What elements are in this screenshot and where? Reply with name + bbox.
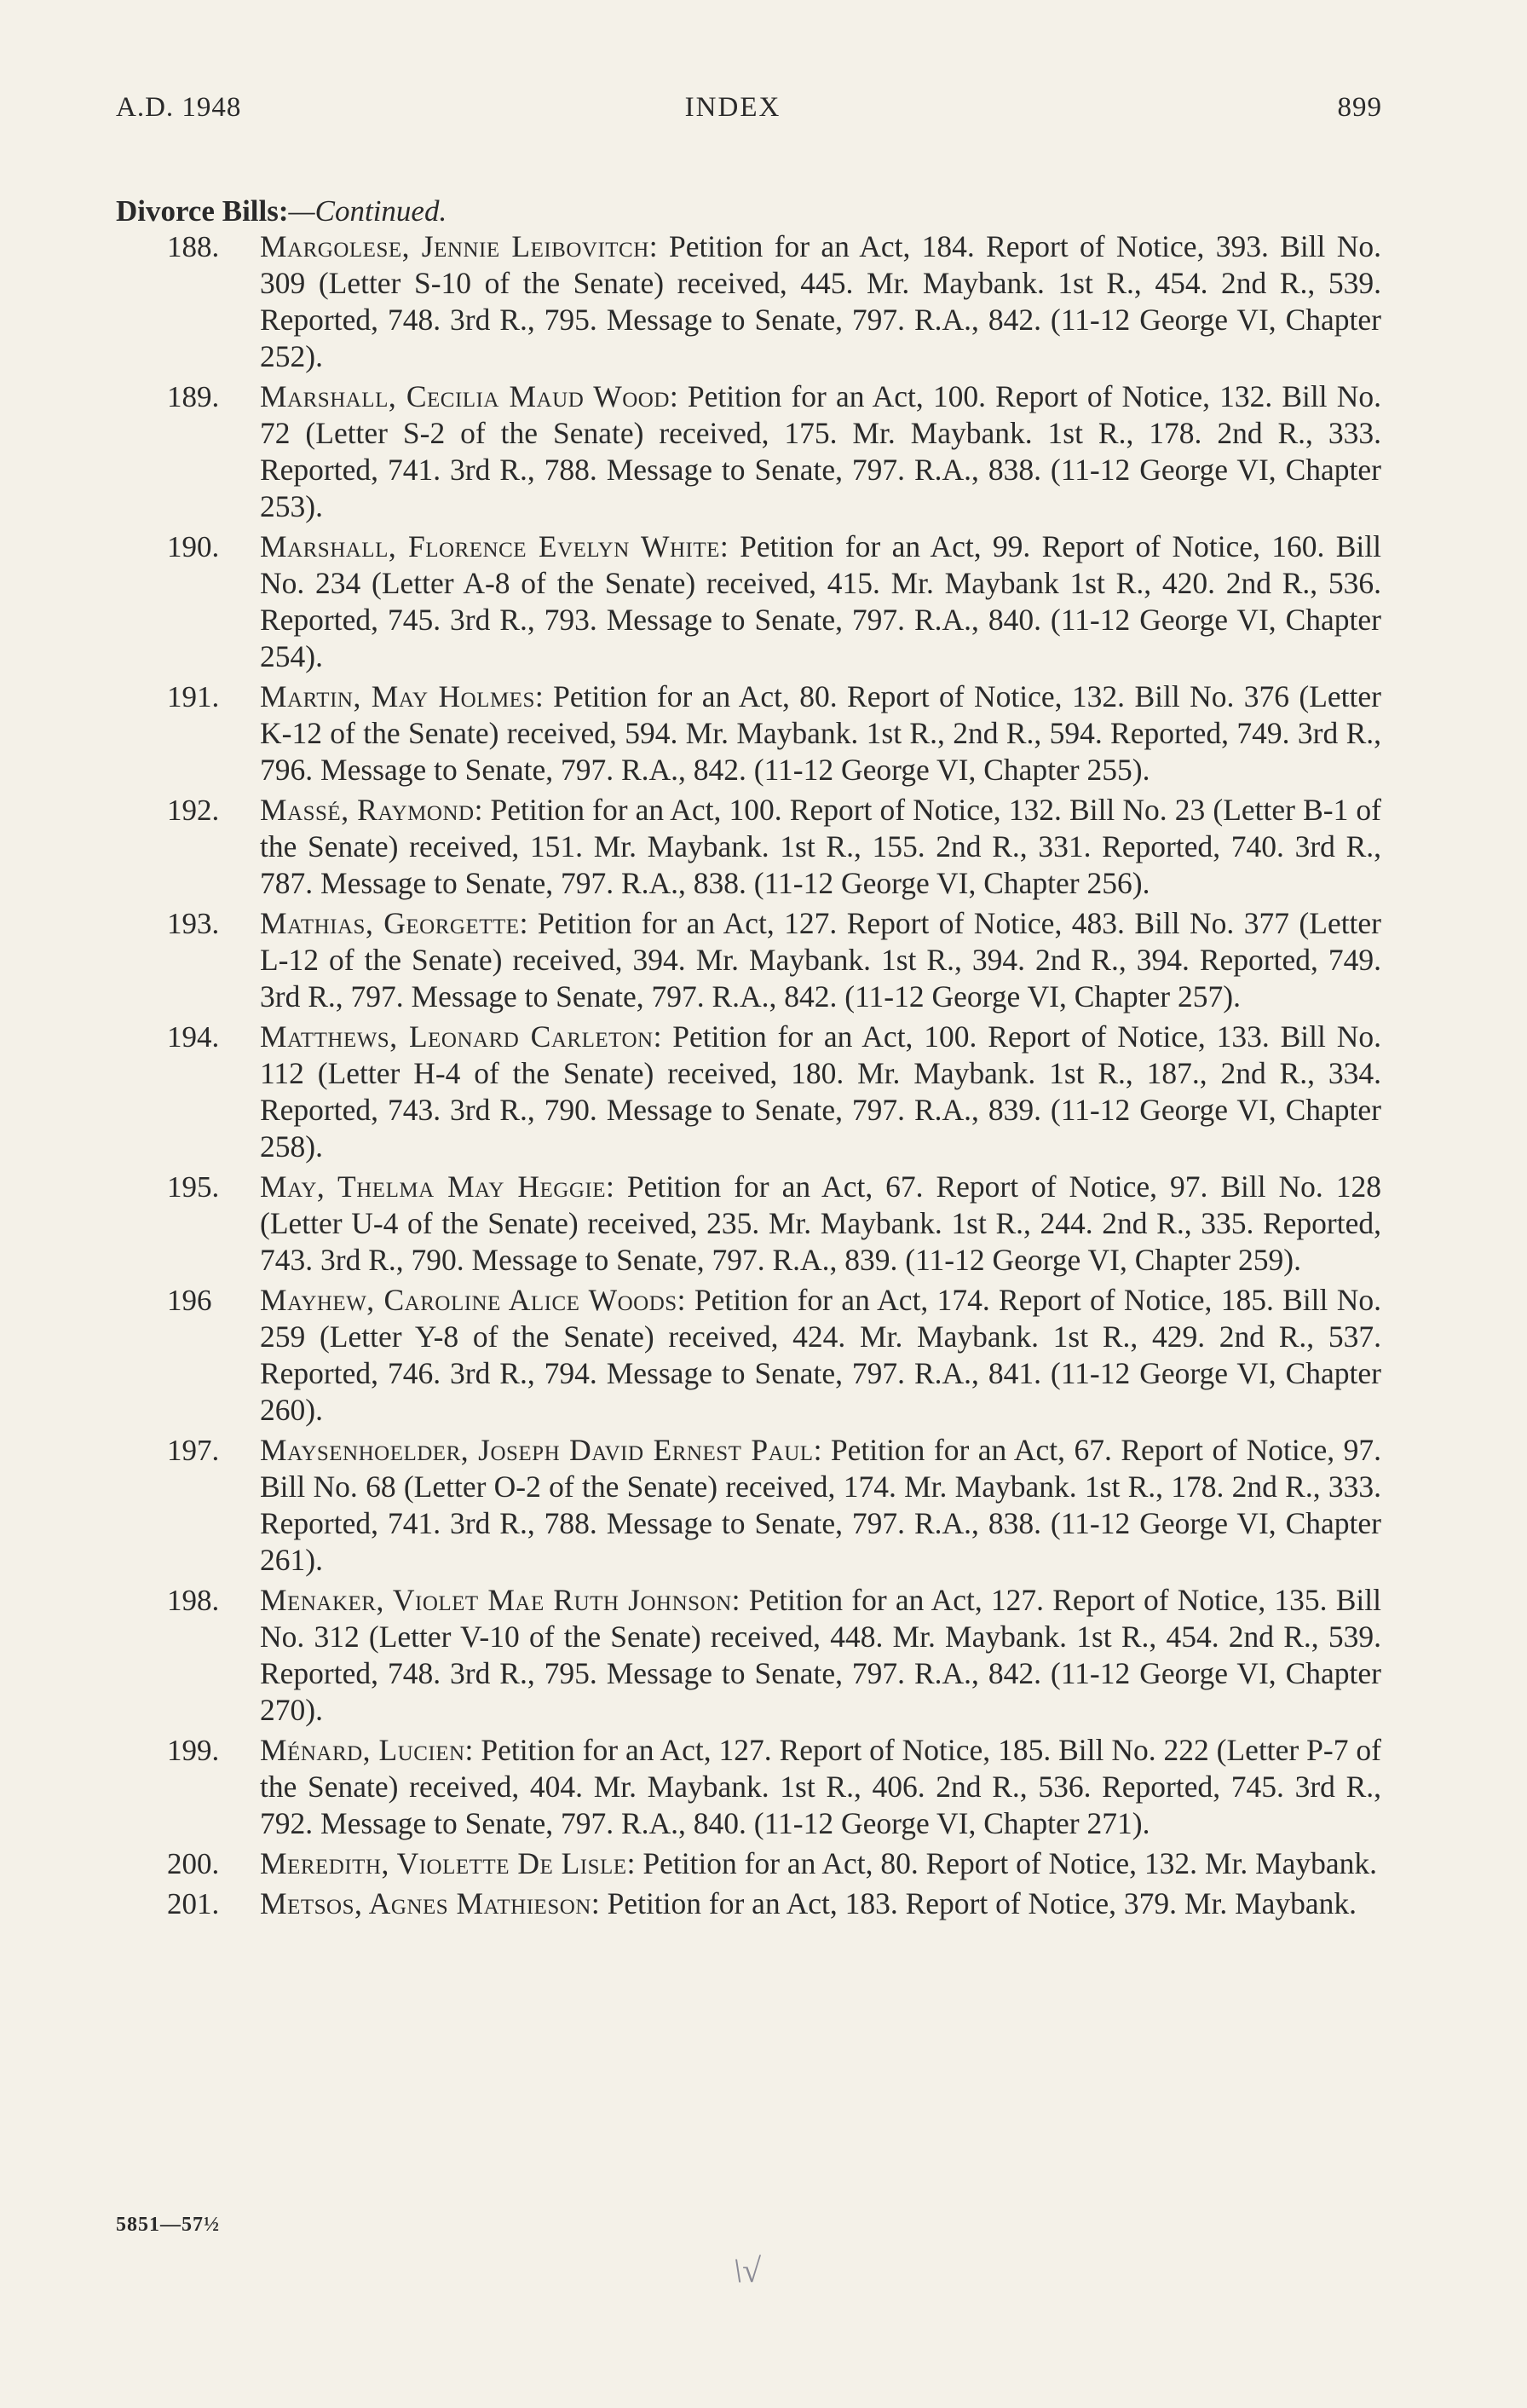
entry-number: 188. [167,230,220,263]
entry-number: 194. [167,1020,220,1054]
entry-text [260,378,1381,525]
entry-text [260,1582,1381,1729]
entry-name: Meredith, Violette De Lisle [260,1846,627,1880]
entry-name: Mayhew, Caroline Alice Woods [260,1283,677,1317]
entry-number: 195. [167,1170,220,1204]
index-entry [0,1885,1527,1922]
entry-name: May, Thelma May Heggie [260,1169,607,1204]
entry-details: : Petition for an Act, 99. Report of Notice, 160. Bill No. 234 (Letter A-8 of the Senate) received, 415. Mr. Maybank 1st R., 420. 2nd R., 536. Reported, 745. 3rd R., 793. Message to Senate, 797. R.A., 840. (11-12 George VI, Chapter 254). [260,529,1381,673]
entry-number: 201. [167,1887,220,1920]
index-entries [0,228,1527,1926]
section-heading [116,194,447,228]
index-entry [0,528,1527,675]
entry-number: 193. [167,907,220,940]
entry-details: : Petition for an Act, 80. Report of Notice, 132. Mr. Maybank. [626,1846,1378,1880]
page-number: 899 [1337,92,1382,123]
index-entry [0,378,1527,525]
entry-number: 198. [167,1584,220,1617]
entry-name: Metsos, Agnes Mathieson [260,1886,591,1920]
entry-details: : Petition for an Act, 80. Report of Notice, 132. Bill No. 376 (Letter K-12 of the Senate) received, 594. Mr. Maybank. 1st R., 2nd R., 594. Reported, 749. 3rd R., 796. Message to Senate, 797. R.A., 842. (11-12 George VI, Chapter 255). [260,679,1381,787]
entry-text [260,1885,1381,1922]
entry-number: 200. [167,1847,220,1880]
index-entry [0,1732,1527,1842]
entry-details: : Petition for an Act, 100. Report of Notice, 132. Bill No. 72 (Letter S-2 of the Senate) received, 175. Mr. Maybank. 1st R., 178. 2nd R., 333. Reported, 741. 3rd R., 788. Message to Senate, 797. R.A., 838. (11-12 George VI, Chapter 253). [260,379,1381,523]
entry-text [260,905,1381,1015]
section-title: Divorce Bills: [116,194,289,228]
entry-number: 190. [167,530,220,563]
entry-name: Mathias, Georgette [260,906,520,940]
entry-text [260,1432,1381,1579]
index-entry [0,905,1527,1015]
entry-number: 192. [167,794,220,827]
index-entry [0,1169,1527,1279]
entry-text [260,679,1381,788]
printer-code: 5851—57½ [116,2214,220,2236]
index-entry [0,792,1527,902]
index-entry [0,679,1527,788]
section-continued: —Continued. [288,194,447,228]
header-year: A.D. 1948 [116,92,242,123]
entry-text [260,1169,1381,1279]
entry-name: Menaker, Violet Mae Ruth Johnson [260,1583,732,1617]
handwritten-check-mark: \√ [733,2251,762,2290]
entry-number: 199. [167,1734,220,1767]
entry-name: Massé, Raymond [260,793,475,827]
entry-details: : Petition for an Act, 183. Report of Notice, 379. Mr. Maybank. [591,1886,1357,1920]
index-entry [0,1845,1527,1882]
entry-number: 196 [167,1284,212,1317]
index-entry [0,228,1527,375]
entry-text [260,528,1381,675]
entry-text [260,792,1381,902]
entry-name: Marshall, Cecilia Maud Wood [260,379,670,413]
entry-text [260,228,1381,375]
entry-name: Ménard, Lucien [260,1733,465,1767]
index-entry [0,1282,1527,1429]
entry-details: : Petition for an Act, 100. Report of Notice, 133. Bill No. 112 (Letter H-4 of the Senate) received, 180. Mr. Maybank. 1st R., 187., 2nd R., 334. Reported, 743. 3rd R., 790. Message to Senate, 797. R.A., 839. (11-12 George VI, Chapter 258). [260,1019,1381,1164]
entry-text [260,1019,1381,1165]
index-entry [0,1432,1527,1579]
entry-text [260,1732,1381,1842]
entry-text [260,1845,1381,1882]
header-title: INDEX [684,92,781,123]
entry-details: : Petition for an Act, 67. Report of Notice, 97. Bill No. 68 (Letter O-2 of the Senate) received, 174. Mr. Maybank. 1st R., 178. 2nd R., 333. Reported, 741. 3rd R., 788. Message to Senate, 797. R.A., 838. (11-12 George VI, Chapter 261). [260,1433,1381,1577]
entry-details: : Petition for an Act, 100. Report of Notice, 132. Bill No. 23 (Letter B-1 of the Senate) received, 151. Mr. Maybank. 1st R., 155. 2nd R., 331. Reported, 740. 3rd R., 787. Message to Senate, 797. R.A., 838. (11-12 George VI, Chapter 256). [260,793,1381,900]
entry-details: : Petition for an Act, 184. Report of Notice, 393. Bill No. 309 (Letter S-10 of the Senate) received, 445. Mr. Maybank. 1st R., 454. 2nd R., 539. Reported, 748. 3rd R., 795. Message to Senate, 797. R.A., 842. (11-12 George VI, Chapter 252). [260,229,1381,373]
index-entry [0,1019,1527,1165]
index-entry [0,1582,1527,1729]
entry-number: 191. [167,680,220,713]
entry-details: : Petition for an Act, 67. Report of Notice, 97. Bill No. 128 (Letter U-4 of the Senate) received, 235. Mr. Maybank. 1st R., 244. 2nd R., 335. Reported, 743. 3rd R., 790. Message to Senate, 797. R.A., 839. (11-12 George VI, Chapter 259). [260,1169,1381,1277]
entry-number: 189. [167,380,220,413]
entry-details: : Petition for an Act, 174. Report of Notice, 185. Bill No. 259 (Letter Y-8 of the Senate) received, 424. Mr. Maybank. 1st R., 429. 2nd R., 537. Reported, 746. 3rd R., 794. Message to Senate, 797. R.A., 841. (11-12 George VI, Chapter 260). [260,1283,1381,1427]
entry-name: Matthews, Leonard Carleton [260,1019,654,1054]
entry-details: : Petition for an Act, 127. Report of Notice, 185. Bill No. 222 (Letter P-7 of the Senate) received, 404. Mr. Maybank. 1st R., 406. 2nd R., 536. Reported, 745. 3rd R., 792. Message to Senate, 797. R.A., 840. (11-12 George VI, Chapter 271). [260,1733,1381,1840]
entry-name: Margolese, Jennie Leibovitch [260,229,649,263]
running-header [0,92,1527,135]
entry-name: Martin, May Holmes [260,679,535,713]
entry-text [260,1282,1381,1429]
entry-details: : Petition for an Act, 127. Report of Notice, 135. Bill No. 312 (Letter V-10 of the Senate) received, 448. Mr. Maybank. 1st R., 454. 2nd R., 539. Reported, 748. 3rd R., 795. Message to Senate, 797. R.A., 842. (11-12 George VI, Chapter 270). [260,1583,1381,1727]
entry-name: Marshall, Florence Evelyn White [260,529,720,563]
entry-number: 197. [167,1434,220,1467]
entry-name: Maysenhoelder, Joseph David Ernest Paul [260,1433,814,1467]
entry-details: : Petition for an Act, 127. Report of Notice, 483. Bill No. 377 (Letter L-12 of the Senate) received, 394. Mr. Maybank. 1st R., 394. 2nd R., 394. Reported, 749. 3rd R., 797. Message to Senate, 797. R.A., 842. (11-12 George VI, Chapter 257). [260,906,1382,1013]
